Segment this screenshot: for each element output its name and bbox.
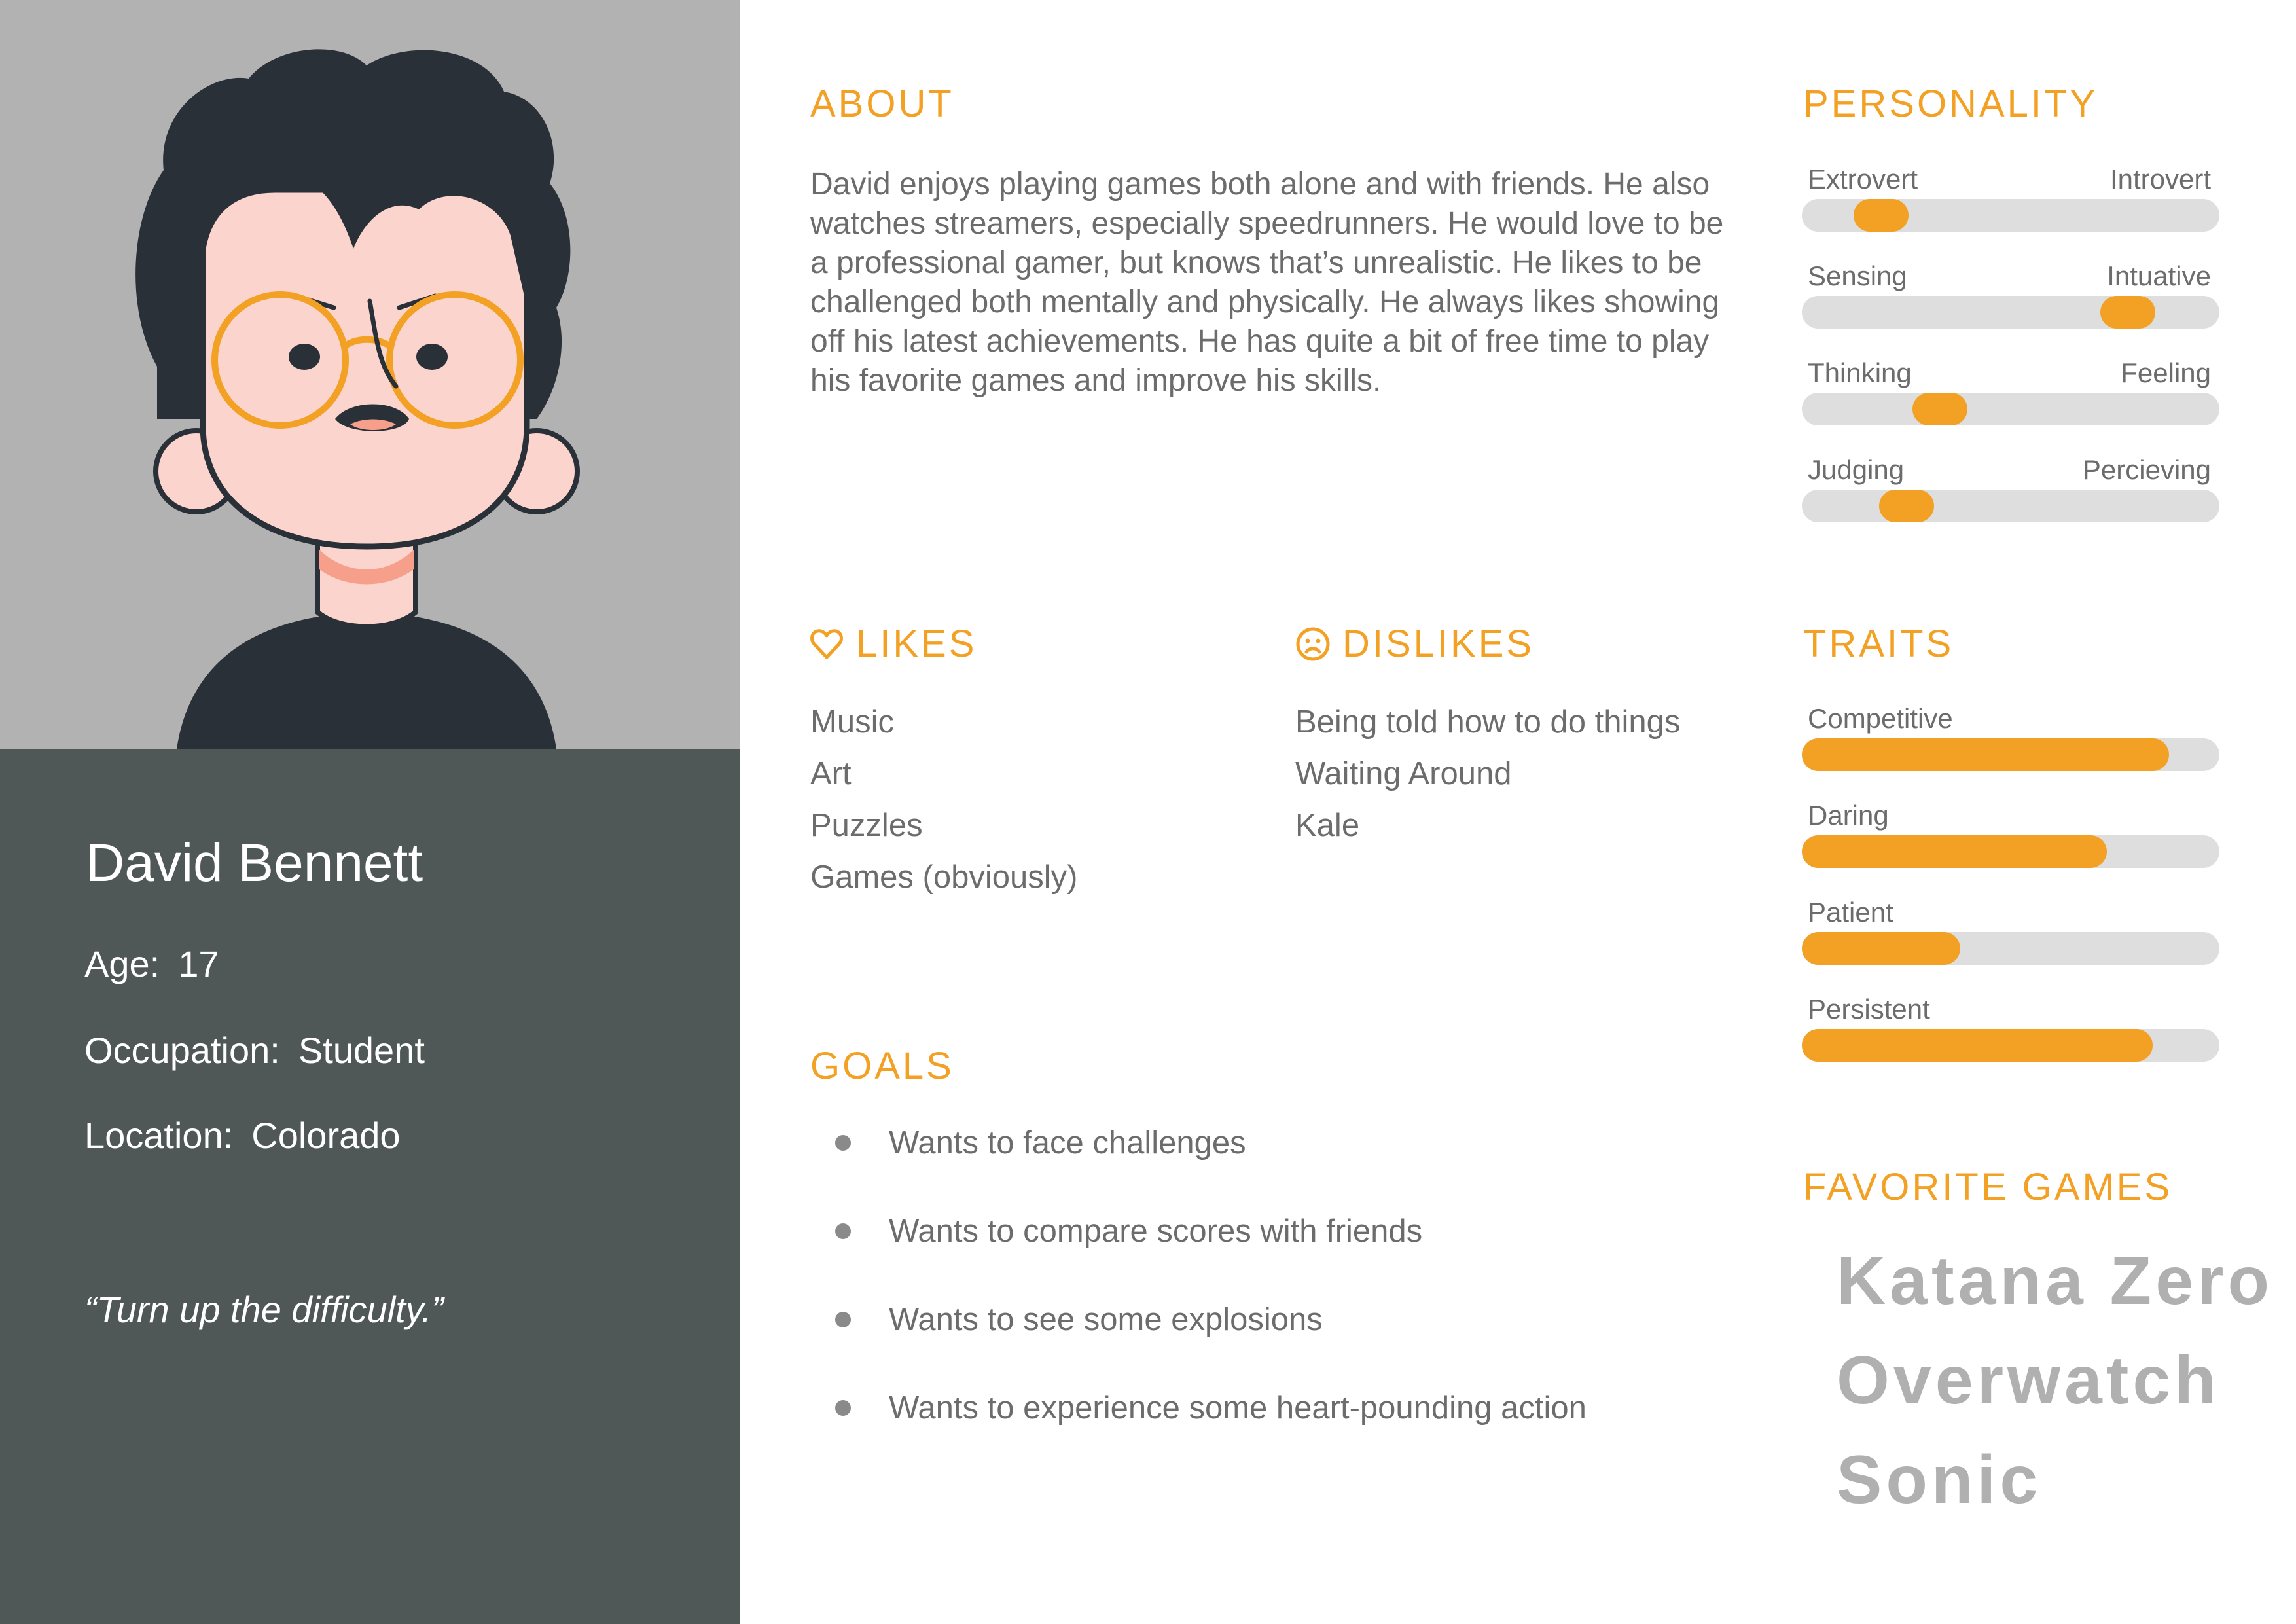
dislike-item: Being told how to do things (1295, 704, 1681, 740)
personality-heading: PERSONALITY (1803, 82, 2098, 125)
favorite-game: Katana Zero (1837, 1243, 2274, 1319)
trait-bar-fill (1802, 932, 1960, 965)
personality-slider-knob (1854, 199, 1909, 232)
goal-item (835, 1125, 1246, 1161)
like-item: Games (obviously) (810, 859, 1078, 895)
like-item: Music (810, 704, 894, 740)
personality-slider-track (1802, 199, 2219, 232)
age-label: Age: (84, 943, 160, 984)
bullet-icon (835, 1312, 851, 1327)
profile-panel (0, 749, 740, 1624)
personality-slider-knob (2100, 296, 2155, 329)
location-value: Colorado (251, 1115, 401, 1156)
trait-bar-track (1802, 738, 2219, 771)
occupation-label: Occupation: (84, 1030, 280, 1071)
dislike-item: Kale (1295, 808, 1360, 843)
personality-left-label: Thinking (1808, 357, 1912, 388)
personality-right-label: Intuative (2107, 261, 2211, 291)
personality-left-label: Sensing (1808, 261, 1907, 291)
trait-bar-track (1802, 835, 2219, 868)
sad-face-icon (1295, 626, 1331, 662)
bullet-icon (835, 1223, 851, 1239)
avatar-illustration (0, 0, 740, 749)
persona-name: David Bennett (86, 833, 423, 893)
goal-text: Wants to see some explosions (889, 1302, 1323, 1337)
personality-labels (1808, 164, 2211, 195)
bullet-icon (835, 1135, 851, 1151)
occupation-value: Student (298, 1030, 425, 1071)
about-heading: ABOUT (810, 82, 954, 125)
about-text: David enjoys playing games both alone and with friends. He also watches streamers, especially speedrunners. He would love to be a professional gamer, but knows that’s unrealistic. He likes to be challenged both mentally and physically. He always likes showing off his latest achievements. He has quite a bit of free time to play his favorite games and improve his skills. (810, 167, 1724, 398)
trait-bar-fill (1802, 835, 2107, 868)
personality-slider-knob (1912, 393, 1967, 425)
trait-bar-track (1802, 1029, 2219, 1062)
goal-item (835, 1301, 1323, 1338)
trait-bar-fill (1802, 738, 2169, 771)
trait-label: Competitive (1808, 703, 1953, 734)
dislikes-heading-label: DISLIKES (1342, 623, 1535, 665)
likes-heading-label: LIKES (856, 623, 977, 665)
goal-text: Wants to compare scores with friends (889, 1214, 1423, 1249)
goals-heading: GOALS (810, 1045, 954, 1087)
favorite-game: Sonic (1837, 1442, 2042, 1518)
dislikes-heading (1295, 622, 1534, 666)
favorite-game: Overwatch (1837, 1343, 2220, 1418)
age-value: 17 (178, 943, 219, 984)
goal-text: Wants to experience some heart-pounding action (889, 1390, 1587, 1426)
likes-heading (809, 622, 977, 666)
location-row (84, 1114, 401, 1157)
favorite-games-heading: FAVORITE GAMES (1803, 1166, 2173, 1208)
personality-slider-knob (1879, 490, 1934, 522)
heart-icon (809, 626, 844, 662)
trait-label: Daring (1808, 800, 1889, 831)
personality-slider-track (1802, 393, 2219, 425)
personality-right-label: Percieving (2082, 454, 2211, 485)
personality-left-label: Judging (1808, 454, 1905, 485)
avatar-portrait (0, 0, 740, 749)
goal-text: Wants to face challenges (889, 1125, 1246, 1161)
like-item: Art (810, 756, 852, 791)
trait-label: Patient (1808, 897, 1893, 928)
persona-quote: “Turn up the difficulty.” (84, 1289, 444, 1330)
trait-label: Persistent (1808, 994, 1930, 1024)
personality-labels (1808, 357, 2211, 389)
personality-left-label: Extrovert (1808, 164, 1918, 194)
personality-right-label: Introvert (2109, 164, 2211, 194)
personality-slider-track (1802, 296, 2219, 329)
personality-labels (1808, 454, 2211, 486)
location-label: Location: (84, 1115, 234, 1156)
goal-item (835, 1213, 1422, 1250)
personality-labels (1808, 261, 2211, 292)
personality-slider-track (1802, 490, 2219, 522)
bullet-icon (835, 1400, 851, 1416)
dislike-item: Waiting Around (1295, 756, 1512, 791)
goal-item (835, 1390, 1587, 1426)
age-row (84, 943, 219, 985)
trait-bar-fill (1802, 1029, 2153, 1062)
like-item: Puzzles (810, 808, 923, 843)
occupation-row (84, 1029, 425, 1072)
personality-right-label: Feeling (2121, 357, 2211, 388)
trait-bar-track (1802, 932, 2219, 965)
traits-heading: TRAITS (1803, 623, 1954, 665)
